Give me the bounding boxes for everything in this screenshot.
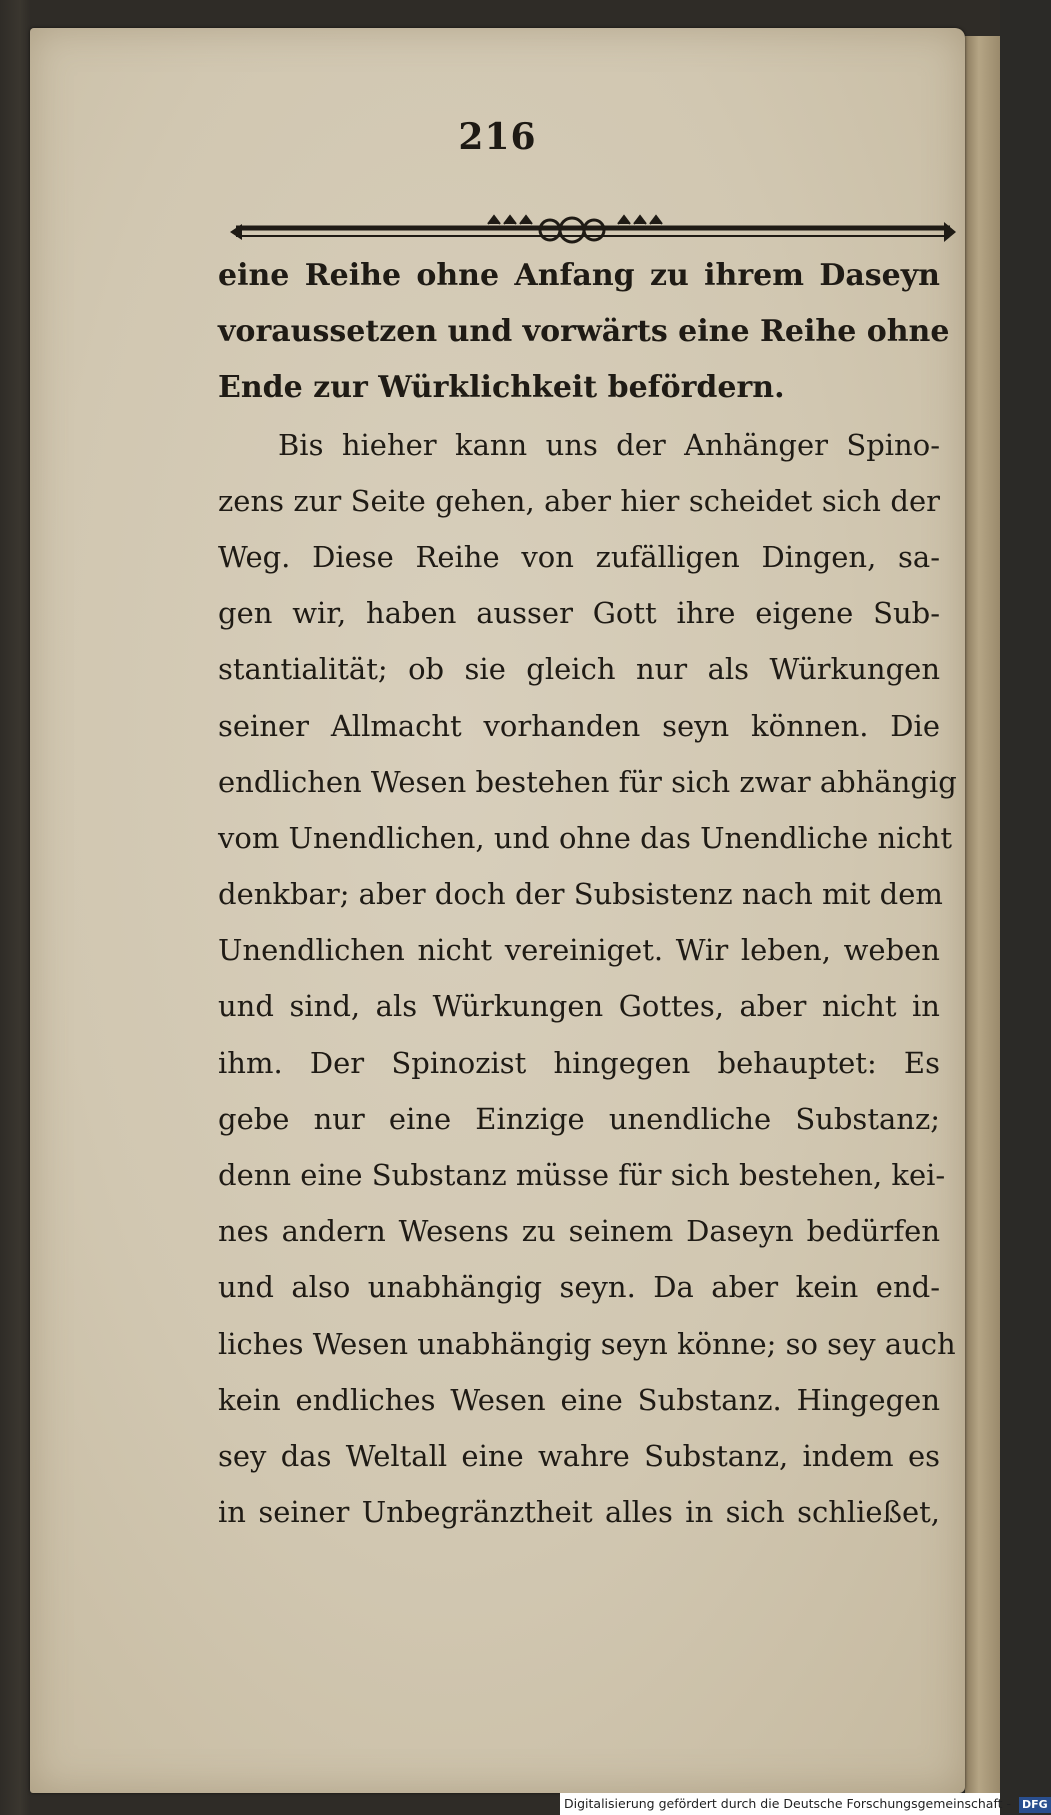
text-line: voraussetzen und vorwärts eine Reihe ohne xyxy=(218,314,950,350)
text-line: vom Unendlichen, und ohne das Unendliche nicht xyxy=(218,820,953,855)
text-line: stantialität; ob sie gleich nur als Würkungen xyxy=(218,652,940,687)
text-line: denn eine Substanz müsse für sich bestehen, kei- xyxy=(218,1158,946,1192)
text-line: und also unabhängig seyn. Da aber kein end- xyxy=(218,1270,940,1305)
text-line: nes andern Wesens zu seinem Daseyn bedürfen xyxy=(218,1214,940,1249)
text-line: und sind, als Würkungen Gottes, aber nicht in xyxy=(218,989,940,1024)
text-line: ihm. Der Spinozist hingegen behauptet: Es xyxy=(218,1045,940,1080)
facing-page-edge xyxy=(965,36,1000,1796)
text-line: Unendlichen nicht vereiniget. Wir leben, weben xyxy=(218,933,940,968)
text-line: kein endliches Wesen eine Substanz. Hingegen xyxy=(218,1382,940,1417)
book-page xyxy=(30,28,965,1793)
digitization-footer xyxy=(560,1793,1048,1815)
body-text xyxy=(218,248,957,1540)
page-number: 216 xyxy=(458,116,537,158)
footer-credit: Digitalisierung gefördert durch die Deutsche Forschungsgemeinschaft - xyxy=(564,1796,1012,1811)
dfg-logo: DFG xyxy=(1019,1797,1051,1813)
text-line: gen wir, haben ausser Gott ihre eigene Sub- xyxy=(218,596,940,631)
text-line: seiner Allmacht vorhanden seyn können. Die xyxy=(218,708,940,743)
text-line: zens zur Seite gehen, aber hier scheidet sich der xyxy=(218,483,940,518)
text-line: Bis hieher kann uns der Anhänger Spino- xyxy=(278,427,940,462)
text-line: liches Wesen unabhängig seyn könne; so sey auch xyxy=(218,1326,956,1361)
text-line: Ende zur Würklichkeit befördern. xyxy=(218,370,785,406)
text-line: eine Reihe ohne Anfang zu ihrem Daseyn xyxy=(218,258,940,293)
text-line: sey das Weltall eine wahre Substanz, indem es xyxy=(218,1438,940,1473)
text-line: gebe nur eine Einzige unendliche Substanz; xyxy=(218,1101,940,1136)
text-line: denkbar; aber doch der Subsistenz nach mit dem xyxy=(218,877,943,912)
text-line: Weg. Diese Reihe von zufälligen Dingen, sa- xyxy=(218,539,940,574)
text-line: in seiner Unbegränztheit alles in sich schließet, xyxy=(218,1495,940,1530)
text-line: endlichen Wesen bestehen für sich zwar abhängig xyxy=(218,764,957,799)
